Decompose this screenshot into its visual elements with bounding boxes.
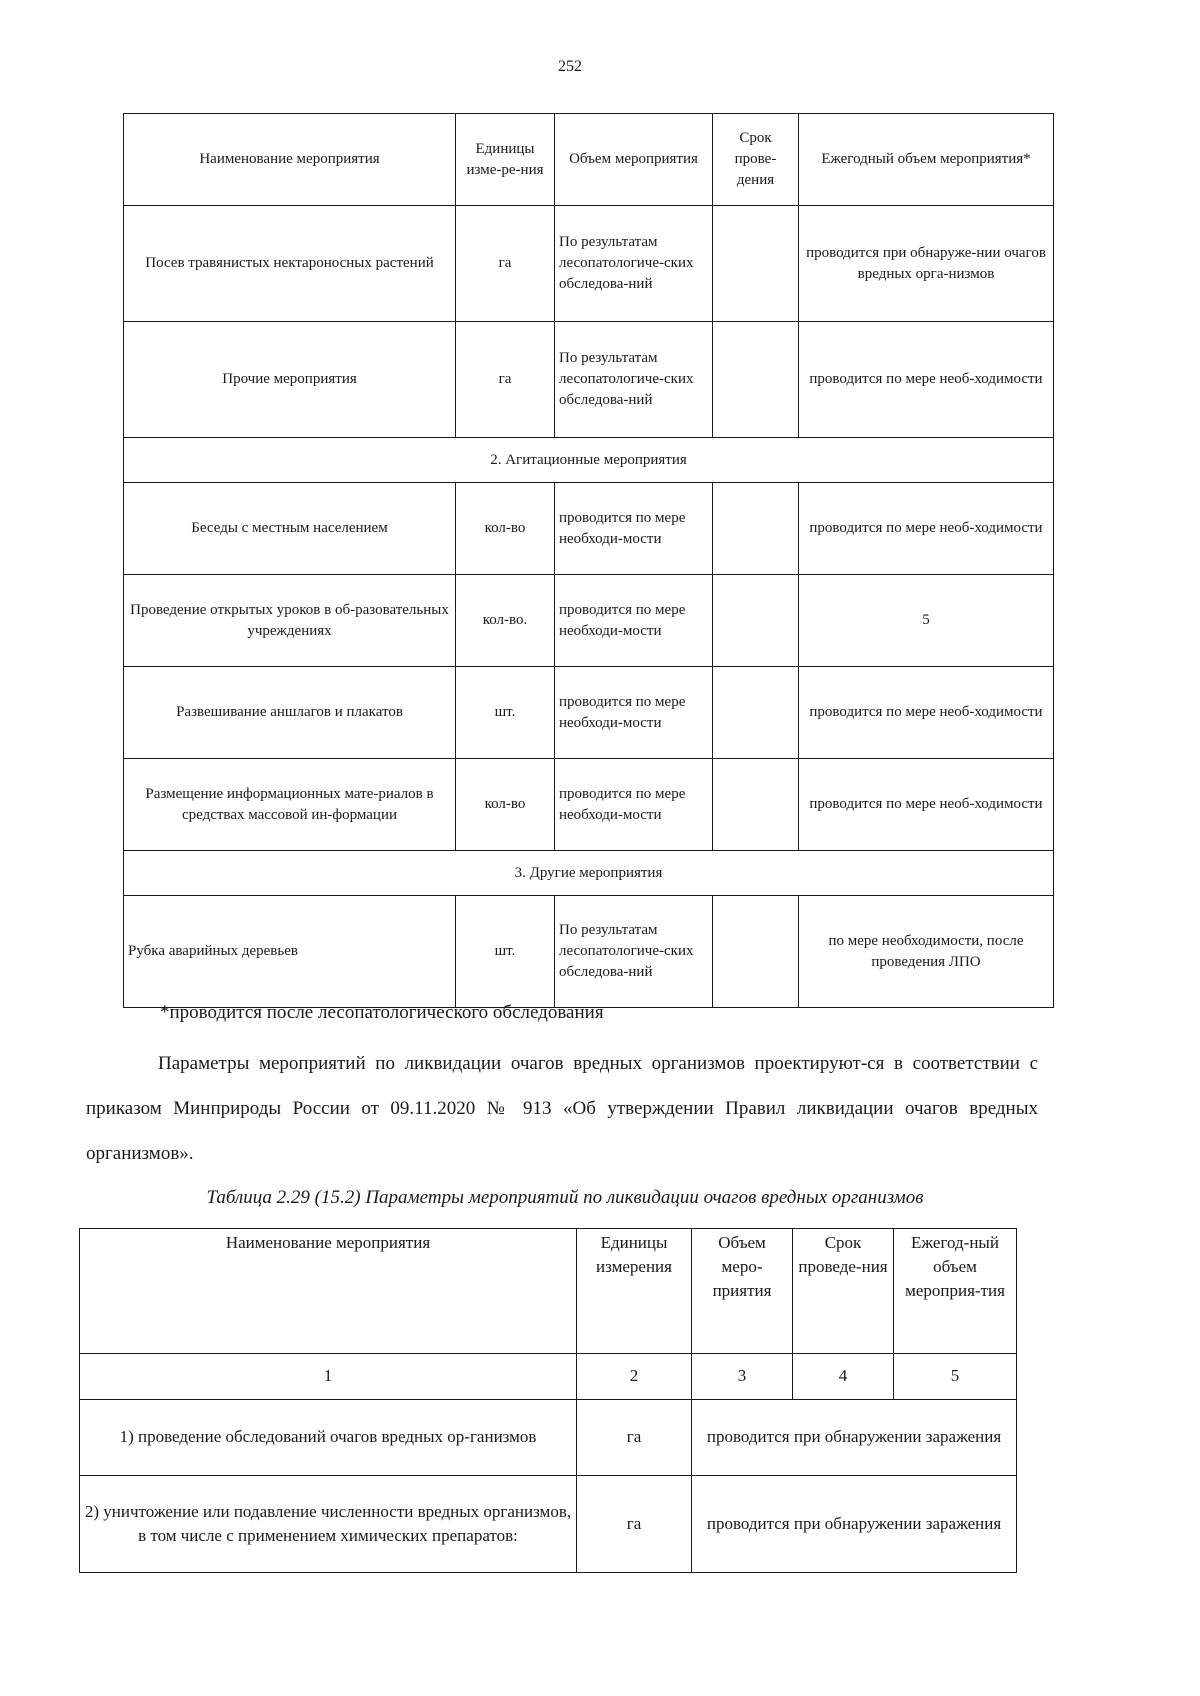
volume-cell: проводится по мере необходи-мости [555,483,713,575]
header-cell: Срок прове-дения [713,114,799,206]
table-row [124,322,1054,438]
section-heading: 3. Другие мероприятия [124,851,1054,896]
header-cell: Наименование мероприятия [80,1229,577,1354]
table-header-row [124,114,1054,206]
activity-name-cell: Развешивание аншлагов и плакатов [124,667,456,759]
annual-volume-cell: проводится по мере необ-ходимости [799,667,1054,759]
table-footnote: *проводится после лесопатологического обследования [160,1002,604,1023]
term-cell [713,575,799,667]
column-number-cell: 2 [577,1354,692,1400]
activity-name-cell: Беседы с местным населением [124,483,456,575]
section-row [124,438,1054,483]
term-cell [713,667,799,759]
term-cell [713,896,799,1008]
header-cell: Объем мероприятия [555,114,713,206]
activity-name-cell: Проведение открытых уроков в об-разовательных учреждениях [124,575,456,667]
merged-value-cell: проводится при обнаружении заражения [692,1476,1017,1573]
column-number-cell: 4 [793,1354,894,1400]
header-cell: Объем меро-приятия [692,1229,793,1354]
term-cell [713,206,799,322]
header-cell: Ежегодный объем мероприятия* [799,114,1054,206]
header-cell: Наименование мероприятия [124,114,456,206]
unit-cell: га [577,1476,692,1573]
header-cell: Срок проведе-ния [793,1229,894,1354]
column-number-cell: 1 [80,1354,577,1400]
activity-name-cell: 2) уничтожение или подавление численности вредных организмов, в том числе с применением химических препаратов: [80,1476,577,1573]
header-cell: Единицы изме-ре-ния [456,114,555,206]
activity-name-cell: Посев травянистых нектароносных растений [124,206,456,322]
unit-cell: шт. [456,896,555,1008]
table-row [124,667,1054,759]
table-row [124,896,1054,1008]
annual-volume-cell: 5 [799,575,1054,667]
section-row [124,851,1054,896]
unit-cell: га [456,322,555,438]
body-paragraph [86,1041,1038,1176]
volume-cell: проводится по мере необходи-мости [555,575,713,667]
paragraph-text: Параметры мероприятий по ликвидации очагов вредных организмов проектируют-ся в соответствии с приказом Минприроды России от 09.11.2020 № 913 «Об утверждении Правил ликвидации очагов вредных организмов». [86,1053,1038,1164]
activity-name-cell: 1) проведение обследований очагов вредных ор-ганизмов [80,1400,577,1476]
column-number-cell: 5 [894,1354,1017,1400]
volume-cell: проводится по мере необходи-мости [555,667,713,759]
term-cell [713,759,799,851]
unit-cell: шт. [456,667,555,759]
annual-volume-cell: проводится при обнаруже-нии очагов вредных орга-низмов [799,206,1054,322]
table-caption: Таблица 2.29 (15.2) Параметры мероприятий по ликвидации очагов вредных организмов [206,1187,924,1208]
header-cell: Единицы измерения [577,1229,692,1354]
activity-name-cell: Размещение информационных мате-риалов в средствах массовой ин-формации [124,759,456,851]
unit-cell: кол-во [456,483,555,575]
unit-cell: кол-во [456,759,555,851]
table-row [80,1476,1017,1573]
activities-table [123,113,1054,1008]
table-row [124,483,1054,575]
table-row [124,575,1054,667]
parameters-table [79,1228,1017,1573]
table-header-row [80,1229,1017,1354]
column-number-cell: 3 [692,1354,793,1400]
annual-volume-cell: проводится по мере необ-ходимости [799,759,1054,851]
term-cell [713,483,799,575]
volume-cell: По результатам лесопатологиче-ских обследова-ний [555,322,713,438]
annual-volume-cell: проводится по мере необ-ходимости [799,483,1054,575]
volume-cell: По результатам лесопатологиче-ских обследова-ний [555,896,713,1008]
unit-cell: га [456,206,555,322]
activity-name-cell: Прочие мероприятия [124,322,456,438]
header-cell: Ежегод-ный объем мероприя-тия [894,1229,1017,1354]
table-row [124,759,1054,851]
merged-value-cell: проводится при обнаружении заражения [692,1400,1017,1476]
unit-cell: га [577,1400,692,1476]
column-number-row [80,1354,1017,1400]
table-row [80,1400,1017,1476]
annual-volume-cell: по мере необходимости, после проведения ЛПО [799,896,1054,1008]
unit-cell: кол-во. [456,575,555,667]
volume-cell: проводится по мере необходи-мости [555,759,713,851]
volume-cell: По результатам лесопатологиче-ских обследова-ний [555,206,713,322]
activity-name-cell: Рубка аварийных деревьев [124,896,456,1008]
annual-volume-cell: проводится по мере необ-ходимости [799,322,1054,438]
term-cell [713,322,799,438]
section-heading: 2. Агитационные мероприятия [124,438,1054,483]
page-number: 252 [558,58,582,75]
table-row [124,206,1054,322]
